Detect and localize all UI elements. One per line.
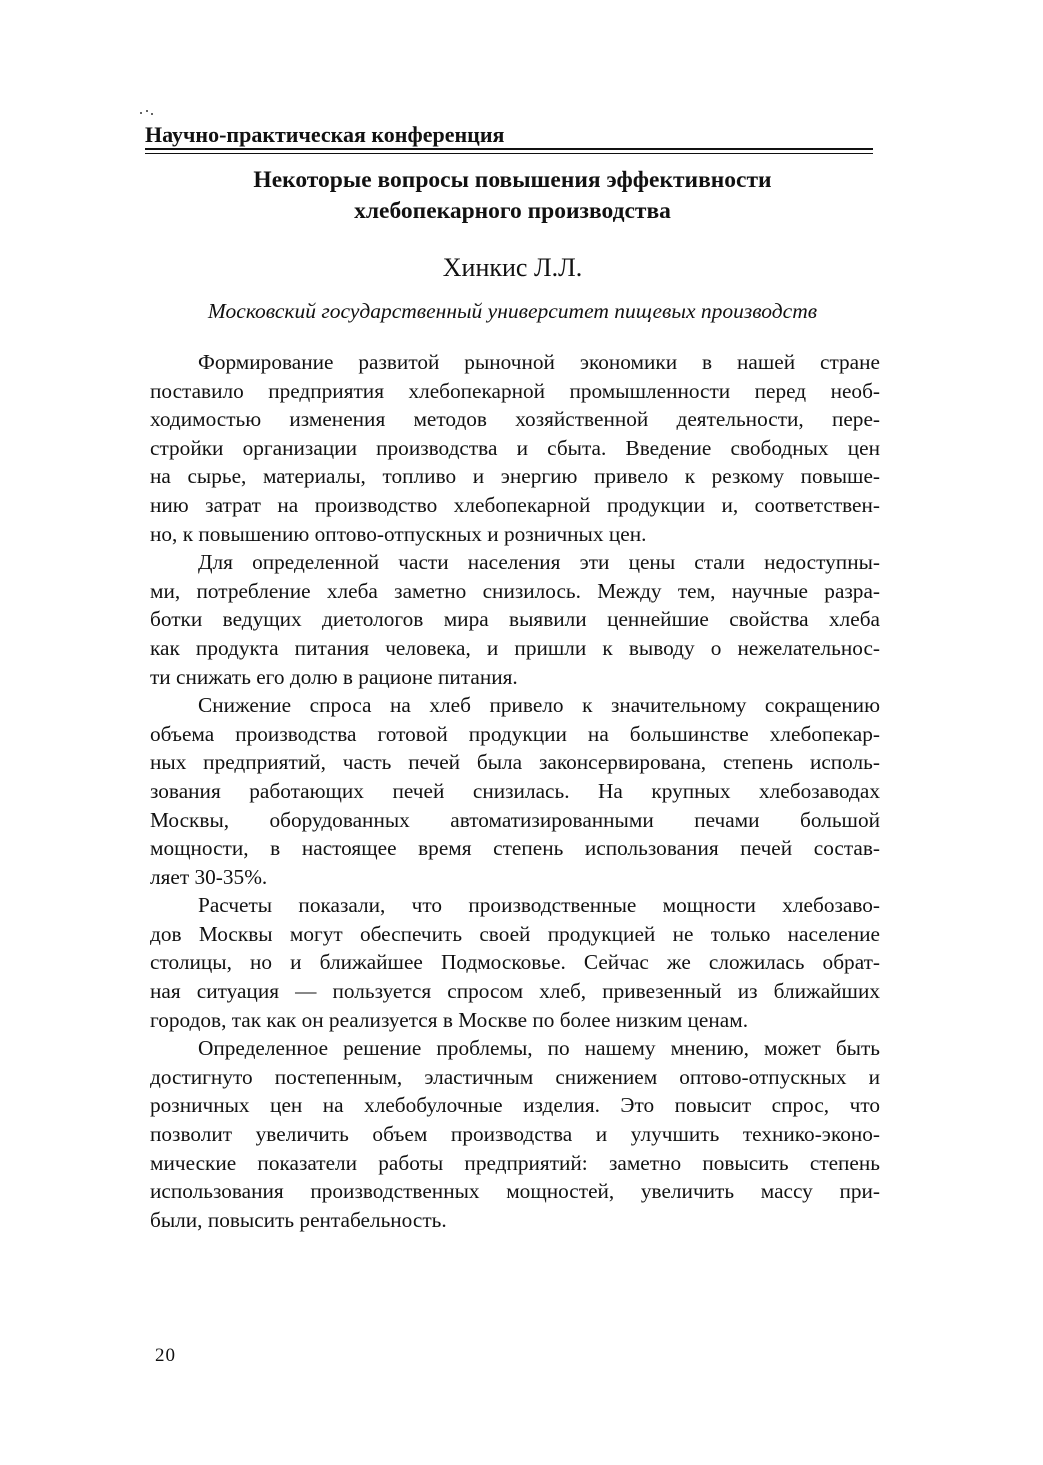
text-line: ти снижать его долю в рационе питания.	[150, 664, 518, 689]
paragraph	[150, 891, 880, 1034]
text-line: зования работающих печей снизилась. На крупных хлебозаводах	[150, 778, 880, 803]
text-line: объема производства готовой продукции на большинстве хлебопекар-	[150, 721, 880, 746]
text-line: Определенное решение проблемы, по нашему мнению, может быть	[198, 1036, 880, 1061]
text-line: стройки организации производства и сбыта. Введение свободных цен	[150, 435, 880, 460]
scan-speck	[146, 110, 148, 112]
text-line: Расчеты показали, что производственные мощности хлебозаво-	[198, 893, 880, 918]
text-line: использования производственных мощностей, увеличить массу при-	[150, 1179, 880, 1204]
text-line: были, повысить рентабельность.	[150, 1207, 447, 1232]
text-line: ходимостью изменения методов хозяйственной деятельности, пере-	[150, 407, 880, 432]
scan-speck	[151, 113, 153, 115]
text-line: поставило предприятия хлебопекарной промышленности перед необ-	[150, 378, 880, 403]
page-number: 20	[155, 1345, 176, 1366]
article-title-line-1: Некоторые вопросы повышения эффективности	[253, 167, 772, 193]
article-title-line-2: хлебопекарного производства	[354, 198, 671, 224]
text-line: городов, так как он реализуется в Москве по более низким ценам.	[150, 1007, 749, 1032]
text-line: достигнуто постепенным, эластичным снижением оптово-отпускных и	[150, 1064, 880, 1089]
paragraph	[150, 548, 880, 691]
header-rule-thin	[145, 153, 873, 154]
text-line: Формирование развитой рыночной экономики в нашей стране	[198, 350, 880, 374]
paragraph	[150, 1034, 880, 1234]
text-line: розничных цен на хлебобулочные изделия. Это повысит спрос, что	[150, 1093, 880, 1118]
text-line: ная ситуация — пользуется спросом хлеб, привезенный из ближайших	[150, 979, 880, 1004]
text-line: но, к повышению оптово-отпускных и розничных цен.	[150, 521, 647, 546]
text-line: мощности, в настоящее время степень использования печей состав-	[150, 836, 880, 861]
text-line: дов Москвы могут обеспечить своей продукцией не только население	[150, 921, 880, 946]
text-line: Для определенной части населения эти цены стали недоступны-	[198, 550, 880, 575]
header-rule-thick	[145, 148, 873, 150]
text-line: столицы, но и ближайшее Подмосковье. Сейчас же сложилась обрат-	[150, 950, 880, 975]
text-line: позволит увеличить объем производства и улучшить технико-эконо-	[150, 1122, 880, 1147]
text-line: мические показатели работы предприятий: заметно повысить степень	[150, 1150, 880, 1175]
text-line: нию затрат на производство хлебопекарной продукции и, соответствен-	[150, 492, 880, 517]
text-line: на сырье, материалы, топливо и энергию привело к резкому повыше-	[150, 464, 880, 489]
article-author: Хинкис Л.Л.	[442, 253, 583, 282]
running-header: Научно-практическая конференция	[145, 122, 505, 147]
text-line: ных предприятий, часть печей была законсервирована, степень исполь-	[150, 750, 880, 775]
text-line: Снижение спроса на хлеб привело к значительному сокращению	[198, 693, 880, 718]
scan-speck	[140, 112, 142, 114]
article-title	[150, 165, 875, 227]
article-body	[150, 348, 880, 1234]
paragraph	[150, 691, 880, 891]
text-line: ляет 30-35%.	[150, 864, 268, 889]
text-line: ботки ведущих диетологов мира выявили ценнейшие свойства хлеба	[150, 607, 880, 632]
paragraph	[150, 348, 880, 548]
article-affiliation: Московский государственный университет пищевых производств	[207, 299, 818, 323]
text-line: как продукта питания человека, и пришли к выводу о нежелательнос-	[150, 635, 880, 660]
text-line: ми, потребление хлеба заметно снизилось. Между тем, научные разра-	[150, 578, 880, 603]
text-line: Москвы, оборудованных автоматизированными печами большой	[150, 807, 880, 832]
